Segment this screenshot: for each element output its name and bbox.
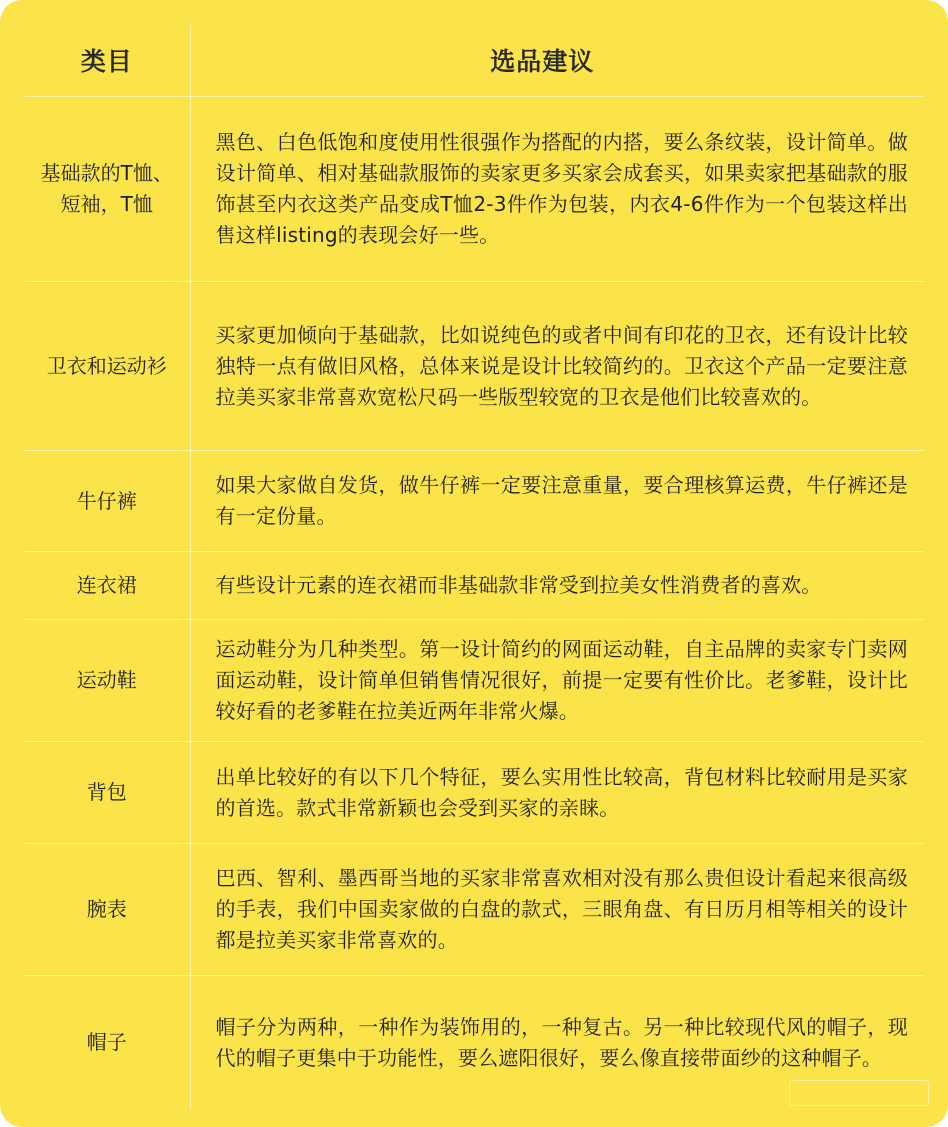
table-row [24, 742, 924, 844]
table-row [24, 451, 924, 552]
suggestion-cell: 帽子分为两种，一种作为装饰用的，一种复古。另一种比较现代风的帽子，现代的帽子更集中于功能性，要么遮阳很好，要么像直接带面纱的这种帽子。 [215, 1014, 908, 1070]
suggestion-cell: 有些设计元素的连衣裙而非基础款非常受到拉美女性消费者的喜欢。 [190, 552, 924, 620]
category-cell: 背包 [24, 742, 190, 844]
watermark [789, 1080, 929, 1106]
category-cell: 连衣裙 [24, 552, 190, 620]
category-cell: 卫衣和运动衫 [24, 282, 190, 451]
suggestion-cell: 巴西、智利、墨西哥当地的买家非常喜欢相对没有那么贵但设计看起来很高级的手表，我们中国卖家做的白盘的款式，三眼角盘、有日历月相等相关的设计都是拉美买家非常喜欢的。 [190, 844, 924, 976]
category-cell: 腕表 [24, 844, 190, 976]
suggestion-cell: 买家更加倾向于基础款，比如说纯色的或者中间有印花的卫衣，还有设计比较独特一点有做旧风格，总体来说是设计比较简约的。卫衣这个产品一定要注意拉美买家非常喜欢宽松尺码一些版型较宽的卫衣是他们比较喜欢的。 [190, 282, 924, 451]
column-header-category: 类目 [24, 24, 190, 97]
table-row [24, 620, 924, 742]
table-row [24, 844, 924, 976]
column-header-suggestion: 选品建议 [190, 24, 924, 97]
category-cell: 帽子 [24, 976, 190, 1110]
selection-table [24, 24, 924, 1109]
table-row [24, 282, 924, 451]
suggestion-cell: 出单比较好的有以下几个特征，要么实用性比较高，背包材料比较耐用是买家的首选。款式非常新颖也会受到买家的亲睐。 [190, 742, 924, 844]
category-cell: 基础款的T恤、短袖，T恤 [24, 97, 190, 282]
category-cell: 牛仔裤 [24, 451, 190, 552]
suggestion-cell: 运动鞋分为几种类型。第一设计简约的网面运动鞋，自主品牌的卖家专门卖网面运动鞋，设计简单但销售情况很好，前提一定要有性价比。老爹鞋，设计比较好看的老爹鞋在拉美近两年非常火爆。 [190, 620, 924, 742]
table-row [24, 552, 924, 620]
category-cell: 运动鞋 [24, 620, 190, 742]
suggestion-cell: 如果大家做自发货，做牛仔裤一定要注意重量，要合理核算运费，牛仔裤还是有一定份量。 [190, 451, 924, 552]
table-header-row [24, 24, 924, 97]
table-row [24, 97, 924, 282]
suggestion-cell: 黑色、白色低饱和度使用性很强作为搭配的内搭，要么条纹装，设计简单。做设计简单、相对基础款服饰的卖家更多买家会成套买，如果卖家把基础款的服饰甚至内衣这类产品变成T恤2-3件作为包装，内衣4-6件作为一个包装这样出售这样listing的表现会好一些。 [190, 97, 924, 282]
